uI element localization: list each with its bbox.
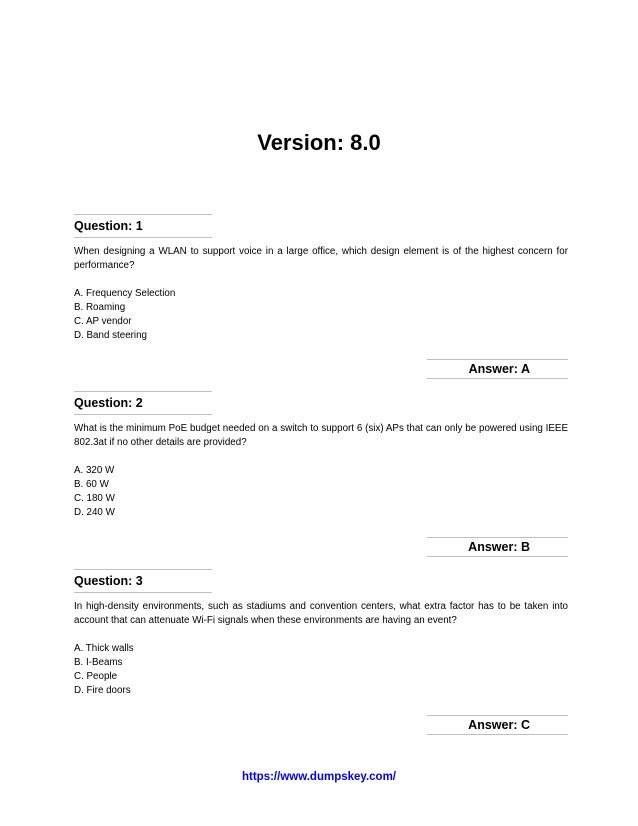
- question-label: Question: 1: [74, 214, 212, 238]
- option-c: C. AP vendor: [74, 316, 132, 327]
- question-label: Question: 2: [74, 391, 212, 415]
- question-text: What is the minimum PoE budget needed on a switch to support 6 (six) APs that can only be powered using IEEE 802.3at if no other details are provided?: [74, 423, 568, 448]
- option-a: A. 320 W: [74, 465, 115, 476]
- option-d: D. Fire doors: [74, 685, 131, 696]
- question-text: When designing a WLAN to support voice in a large office, which design element is of the highest concern for performance?: [74, 246, 568, 271]
- option-b: B. Roaming: [74, 302, 126, 313]
- option-list: [74, 287, 568, 343]
- question-1: [74, 214, 568, 343]
- option-a: A. Frequency Selection: [74, 288, 176, 299]
- option-list: [74, 642, 568, 698]
- option-list: [74, 464, 568, 520]
- footer-link[interactable]: https://www.dumpskey.com/: [242, 771, 396, 783]
- option-d: D. 240 W: [74, 507, 115, 518]
- question-3: [74, 569, 568, 698]
- answer-text: Answer: A: [468, 362, 530, 376]
- answer-3: [427, 715, 568, 735]
- question-text: In high-density environments, such as stadiums and convention centers, what extra factor has to be taken into account that can attenuate Wi-Fi signals when these environments are having an event?: [74, 601, 568, 626]
- answer-text: Answer: B: [468, 540, 530, 554]
- question-label: Question: 3: [74, 569, 212, 593]
- option-a: A. Thick walls: [74, 643, 134, 654]
- answer-text: Answer: C: [468, 718, 530, 732]
- answer-1: [427, 359, 568, 379]
- option-b: B. I-Beams: [74, 657, 123, 668]
- question-2: [74, 391, 568, 520]
- version-title: Version: 8.0: [257, 130, 381, 155]
- answer-2: [427, 537, 568, 557]
- option-c: C. People: [74, 671, 118, 682]
- option-b: B. 60 W: [74, 479, 109, 490]
- option-c: C. 180 W: [74, 493, 115, 504]
- option-d: D. Band steering: [74, 330, 147, 341]
